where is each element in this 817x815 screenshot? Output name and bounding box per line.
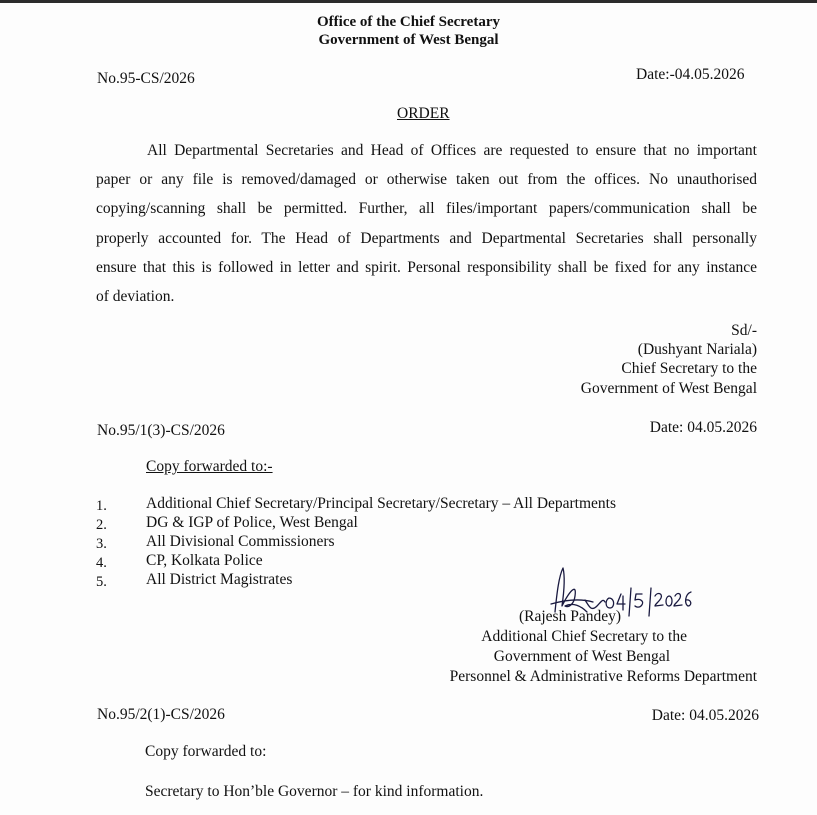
order-title: ORDER — [397, 105, 450, 122]
order-number: No.95-CS/2026 — [97, 70, 195, 87]
list-number: 4. — [96, 555, 107, 571]
list-item: CP, Kolkata Police — [146, 552, 263, 569]
list-number: 3. — [96, 536, 107, 552]
copy1-date: Date: 04.05.2026 — [649, 419, 757, 436]
copy1-number: No.95/1(3)-CS/2026 — [97, 422, 225, 439]
order-body-line: ensure that this is followed in letter and spirit. Personal responsibility shall be fixed for any instance — [96, 258, 757, 276]
order-body-line: properly accounted for. The Head of Departments and Departmental Secretaries shall personally — [96, 229, 757, 247]
list-item: All District Magistrates — [146, 571, 293, 588]
copy2-number: No.95/2(1)-CS/2026 — [97, 706, 225, 723]
signatory-designation: Chief Secretary to the — [621, 360, 757, 377]
copy1-signatory-department: Personnel & Administrative Reforms Department — [449, 668, 757, 685]
office-title: Office of the Chief Secretary — [317, 14, 500, 30]
copy1-signatory-name: (Rajesh Pandey) — [518, 608, 621, 625]
order-body-line: copying/scanning shall be permitted. Further, all files/important papers/communication shall be — [96, 200, 757, 218]
list-item: Additional Chief Secretary/Principal Secretary/Secretary – All Departments — [146, 495, 617, 512]
signatory-name: (Dushyant Nariala) — [637, 341, 757, 358]
top-border — [0, 0, 817, 3]
list-number: 5. — [96, 574, 107, 590]
copy2-heading: Copy forwarded to: — [145, 743, 267, 760]
list-number: 1. — [96, 498, 107, 514]
signatory-government: Government of West Bengal — [580, 380, 757, 397]
copy1-heading: Copy forwarded to:- — [146, 458, 273, 475]
government-title: Government of West Bengal — [318, 32, 499, 48]
copy1-signatory-designation: Additional Chief Secretary to the — [481, 628, 687, 645]
copy2-date: Date: 04.05.2026 — [651, 707, 759, 724]
copy2-recipient: Secretary to Hon’ble Governor – for kind information. — [145, 783, 484, 800]
order-body-line: paper or any file is removed/damaged or otherwise taken out from the offices. No unauthorised — [96, 171, 757, 189]
order-body-line: of deviation. — [96, 288, 175, 306]
list-item: DG & IGP of Police, West Bengal — [146, 514, 358, 531]
order-body-line: All Departmental Secretaries and Head of Offices are requested to ensure that no important — [147, 142, 757, 159]
order-body — [96, 136, 757, 311]
order-date: Date:-04.05.2026 — [636, 66, 745, 83]
list-number: 2. — [96, 517, 107, 533]
copy1-signatory-government: Government of West Bengal — [493, 648, 670, 665]
sd-mark: Sd/- — [731, 322, 757, 339]
list-item: All Divisional Commissioners — [146, 533, 335, 550]
